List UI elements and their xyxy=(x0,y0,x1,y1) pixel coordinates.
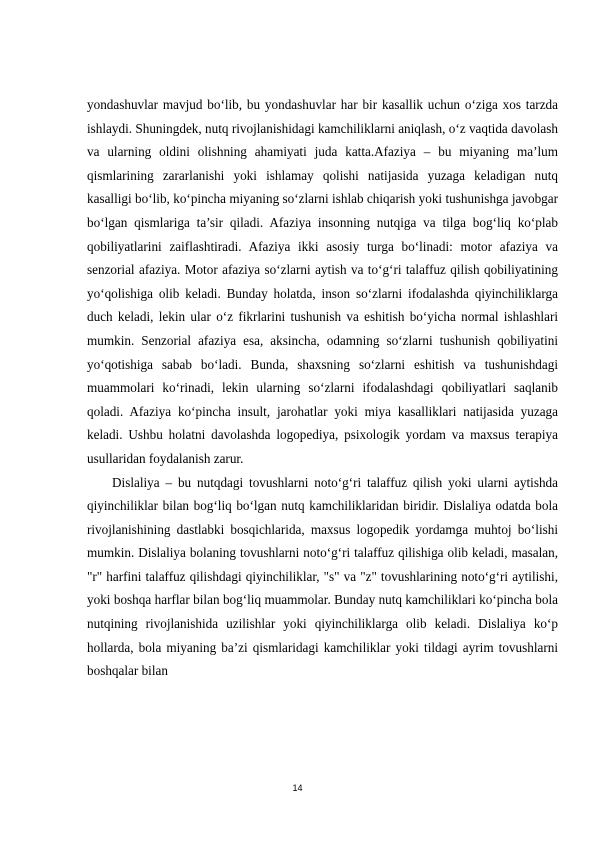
page-number: 14 xyxy=(292,783,303,793)
paragraph-afaziya: yondashuvlar mavjud bo‘lib, bu yondashuvlar har bir kasallik uchun o‘ziga xos tarzda ishlaydi. Shuningdek, nutq rivojlanishidagi kamchiliklarni aniqlash, o‘z vaqtida davolash va ularning oldini olishning ahamiyati juda katta.Afaziya – bu miyaning ma’lum qismlarining zararlanishi yoki ishlamay qolishi natijasida yuzaga keladigan nutq kasalligi bo‘lib, ko‘pincha miyaning so‘zlarni ishlab chiqarish yoki tushunishga javobgar bo‘lgan qismlariga ta’sir qiladi. Afaziya insonning nutqiga va tilga bog‘liq ko‘plab qobiliyatlarini zaiflashtiradi. Afaziya ikki asosiy turga bo‘linadi: motor afaziya va senzorial afaziya. Motor afaziya so‘zlarni aytish va to‘g‘ri talaffuz qilish qobiliyatining yo‘qolishiga olib keladi. Bunday holatda, inson so‘zlarni ifodalashda qiyinchiliklarga duch keladi, lekin ular o‘z fikrlarini tushunish va eshitish bo‘yicha normal ishlashlari mumkin. Senzorial afaziya esa, aksincha, odamning so‘zlarni tushunish qobiliyatini yo‘qotishiga sabab bo‘ladi. Bunda, shaxsning so‘zlarni eshitish va tushunishdagi muammolari ko‘rinadi, lekin ularning so‘zlarni ifodalashdagi qobiliyatlari saqlanib qoladi. Afaziya ko‘pincha insult, jarohatlar yoki miya kasalliklari natijasida yuzaga keladi. Ushbu holatni davolashda logopediya, psixologik yordam va maxsus terapiya usullaridan foydalanish zarur. xyxy=(87,97,558,466)
paragraph-dislaliya: Dislaliya – bu nutqdagi tovushlarni noto‘g‘ri talaffuz qilish yoki ularni aytishda qiyinchiliklar bilan bog‘liq bo‘lgan nutq kamchiliklaridan biridir. Dislaliya odatda bola rivojlanishining dastlabki bosqichlarida, maxsus logopedik yordamga muhtoj bo‘lishi mumkin. Dislaliya bolaning tovushlarni noto‘g‘ri talaffuz qilishiga olib keladi, masalan, "r" harfini talaffuz qilishdagi qiyinchiliklar, "s" va "z" tovushlarining noto‘g‘ri aytilishi, yoki boshqa harflar bilan bog‘liq muammolar. Bunday nutq kamchiliklari ko‘pincha bola nutqining rivojlanishida uzilishlar yoki qiyinchiliklarga olib keladi. Dislaliya ko‘p hollarda, bola miyaning ba’zi qismlaridagi kamchiliklar yoki tildagi ayrim tovushlarni boshqalar bilan xyxy=(87,474,558,679)
document-body xyxy=(87,93,558,683)
